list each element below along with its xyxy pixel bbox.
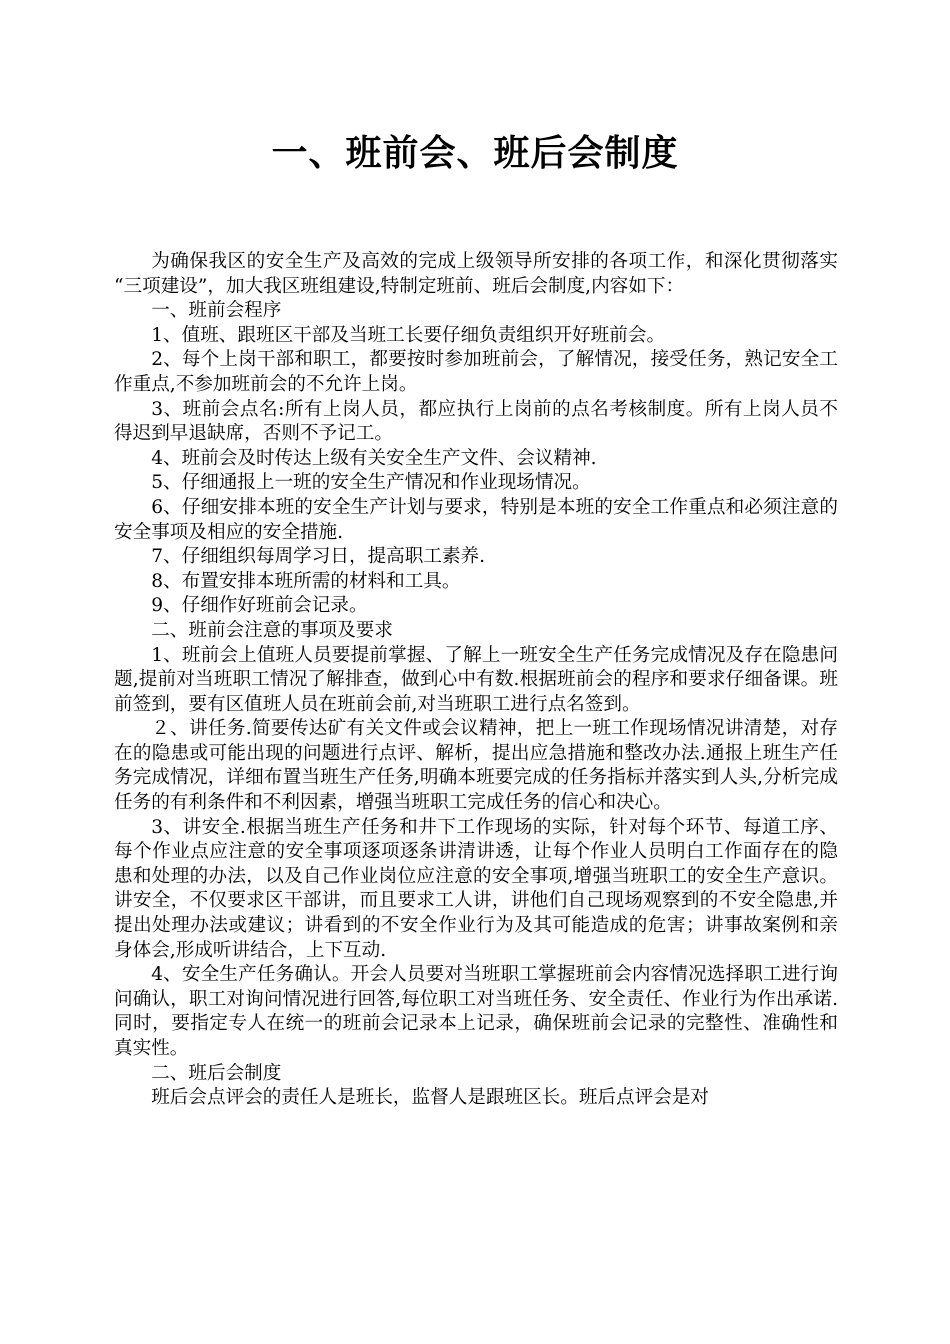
list-item: 9、仔细作好班前会记录。 <box>151 595 368 617</box>
list-item: 4、安全生产任务确认。开会人员要对当班职工掌握班前会内容情况选择职工进行询问确认，职工对询问情况进行回答,每位职工对当班任务、安全责任、作业行为作出承诺.同时，要指定专人在统一的班前会记录本上记录，确保班前会记录的完整性、准确性和真实性。 <box>114 964 838 1059</box>
list-item: 3、讲安全.根据当班生产任务和井下工作现场的实际，针对每个环节、每道工序、每个作业点应注意的安全事项逐项逐条讲清讲透，让每个作业人员明白工作面存在的隐患和处理的办法，以及自己作业岗位应注意的安全事项,增强当班职工的安全生产意识。讲安全，不仅要求区干部讲，而且要求工人讲，讲他们自己现场观察到的不安全隐患,并提出处理办法或建议；讲看到的不安全作业行为及其可能造成的危害；讲事故案例和亲身体会,形成听讲结合，上下互动. <box>114 816 838 961</box>
list-item: 3、班前会点名:所有上岗人员，都应执行上岗前的点名考核制度。所有上岗人员不得迟到早退缺席，否则不予记工。 <box>114 398 838 445</box>
list-item: 6、仔细安排本班的安全生产计划与要求，特别是本班的安全工作重点和必须注意的安全事项及相应的安全措施. <box>114 496 838 543</box>
document-body <box>114 250 838 1111</box>
list-item: 7、仔细组织每周学习日，提高职工素养. <box>151 546 486 568</box>
paragraph: 为确保我区的安全生产及高效的完成上级领导所安排的各项工作，和深化贯彻落实 “三项建设”，加大我区班组建设,特制定班前、班后会制度,内容如下： <box>114 251 838 297</box>
list-item: 1、班前会上值班人员要提前掌握、了解上一班安全生产任务完成情况及存在隐患问题,提前对当班职工情况了解排查，做到心中有数.根据班前会的程序和要求仔细备课。班前签到，要有区值班人员在班前会前,对当班职工进行点名签到。 <box>114 644 838 715</box>
section-heading: 二、班后会制度 <box>151 1062 282 1084</box>
list-item: 4、班前会及时传达上级有关安全生产文件、会议精神. <box>151 447 597 469</box>
section-heading: 二、班前会注意的事项及要求 <box>151 619 393 641</box>
list-item: ２、讲任务.简要传达矿有关文件或会议精神，把上一班工作现场情况讲清楚，对存在的隐患或可能出现的问题进行点评、解析，提出应急措施和整改办法.通报上班生产任务完成情况，详细布置当班生产任务,明确本班要完成的任务指标并落实到人头,分析完成任务的有利条件和不利因素，增强当班职工完成任务的信心和决心。 <box>114 718 838 814</box>
paragraph: 班后会点评会的责任人是班长，监督人是跟班区长。班后点评会是对 <box>151 1087 710 1109</box>
document-title: 一、班前会、班后会制度 <box>271 132 679 174</box>
section-heading: 一、班前会程序 <box>151 300 282 322</box>
list-item: 2、每个上岗干部和职工，都要按时参加班前会，了解情况，接受任务，熟记安全工作重点,不参加班前会的不允许上岗。 <box>114 349 838 395</box>
list-item: 5、仔细通报上一班的安全生产情况和作业现场情况。 <box>151 472 591 494</box>
list-item: 8、布置安排本班所需的材料和工具。 <box>151 570 461 592</box>
list-item: 1、值班、跟班区干部及当班工长要仔细负责组织开好班前会。 <box>151 324 666 346</box>
